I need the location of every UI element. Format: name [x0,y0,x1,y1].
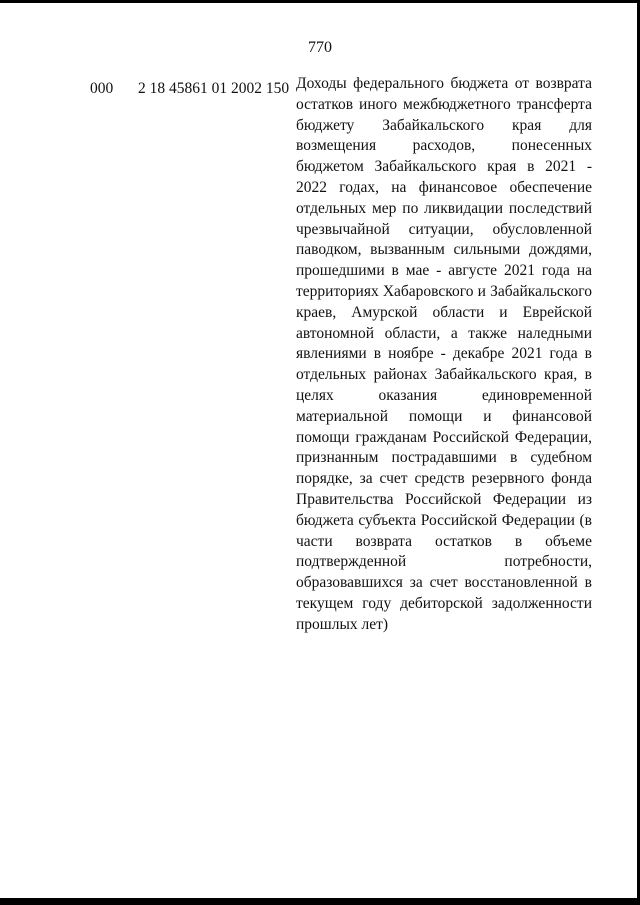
income-description: Доходы федерального бюджета от возврата остатков иного межбюджетного трансферта бюджету Забайкальского края для возмещения расходов, понесенных бюджетом Забайкальского края в 2021 - 2022 годах, на финансовое обеспечение отдельных мер по ликвидации последствий чрезвычайной ситуации, обусловленной паводком, вызванным сильными дождями, прошедшими в мае - августе 2021 года на территориях Хабаровского и Забайкальского краев, Амурской области и Еврейской автономной области, а также наледными явлениями в ноябре - декабре 2021 года в отдельных районах Забайкальского края, в целях оказания единовременной материальной помощи и финансовой помощи гражданам Российской Федерации, признанным пострадавшими в судебном порядке, за счет средств резервного фонда Правительства Российской Федерации из бюджета субъекта Российской Федерации (в части возврата остатков в объеме подтвержденной потребности, образовавшихся за счет восстановленной в текущем году дебиторской задолженности прошлых лет) [296,75,592,633]
classification-code: 2 18 45861 01 2002 150 [138,80,290,97]
administrator-code: 000 [90,80,114,97]
page-number: 770 [308,39,332,56]
scan-border-top [0,0,640,3]
scan-border-bottom [0,898,640,905]
